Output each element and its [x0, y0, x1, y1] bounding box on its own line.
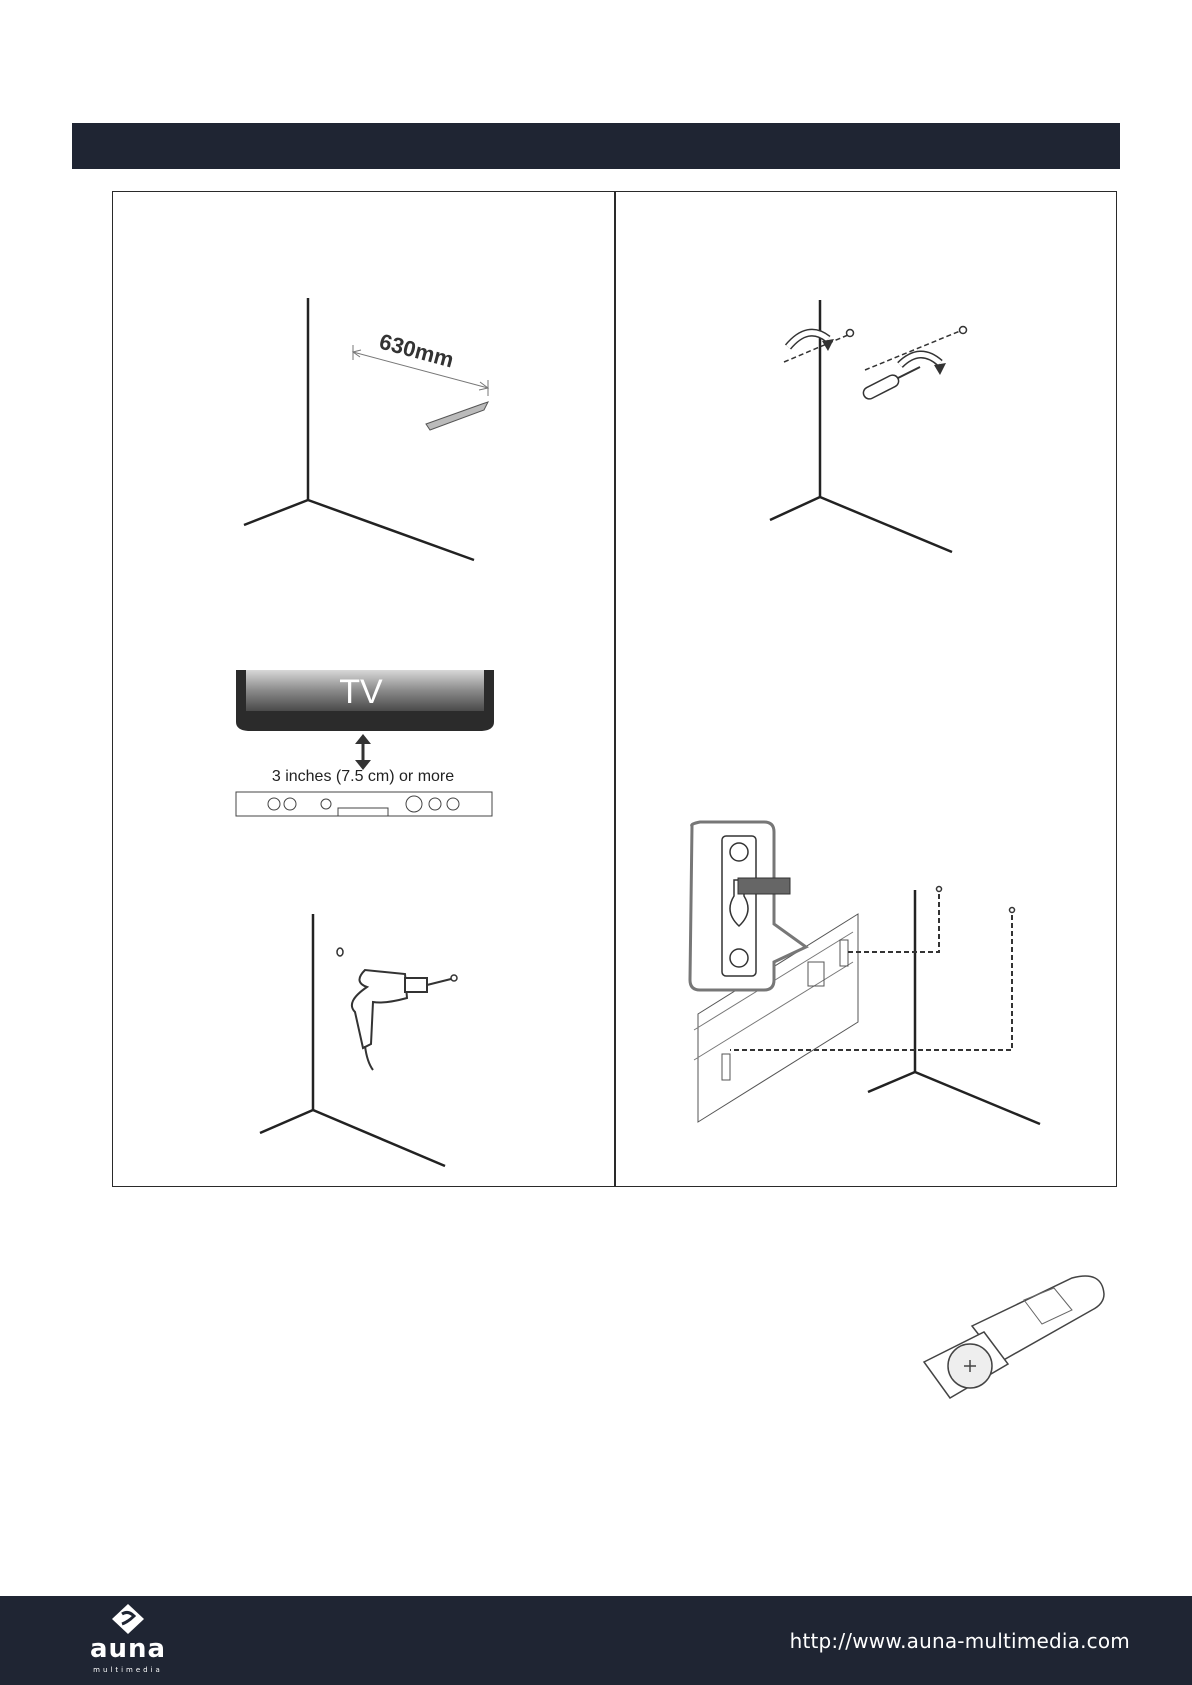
auna-logo-mark-icon [108, 1602, 148, 1636]
page-footer [0, 1596, 1192, 1685]
screw-marker-right [1010, 908, 1015, 913]
tv-clearance-illustration [232, 670, 496, 820]
website-link[interactable]: http://www.auna-multimedia.com [789, 1629, 1130, 1653]
screw-install-illustration [770, 295, 990, 560]
clearance-label: 3 inches (7.5 cm) or more [271, 768, 455, 785]
wall-measure-illustration [230, 290, 490, 570]
drill-icon [352, 970, 457, 1070]
screwdriver-icon [861, 327, 966, 401]
soundbar-hang-illustration [688, 822, 1048, 1130]
brand-name: auna [89, 1634, 167, 1664]
drill-hole-marker [337, 948, 343, 956]
soundbar-icon [236, 792, 492, 816]
brand-subtitle: multimedia [93, 1666, 163, 1674]
section-header-bar [72, 123, 1120, 169]
pencil-icon [426, 402, 488, 430]
wall-drill-illustration [255, 912, 465, 1174]
remote-battery-illustration [922, 1270, 1110, 1406]
auna-logo [70, 1604, 190, 1678]
frame-column-divider [614, 191, 616, 1187]
double-arrow-icon [355, 734, 371, 770]
tv-label: TV [339, 673, 383, 711]
measurement-label: 630mm [376, 328, 457, 373]
screw-marker-top [937, 887, 942, 892]
